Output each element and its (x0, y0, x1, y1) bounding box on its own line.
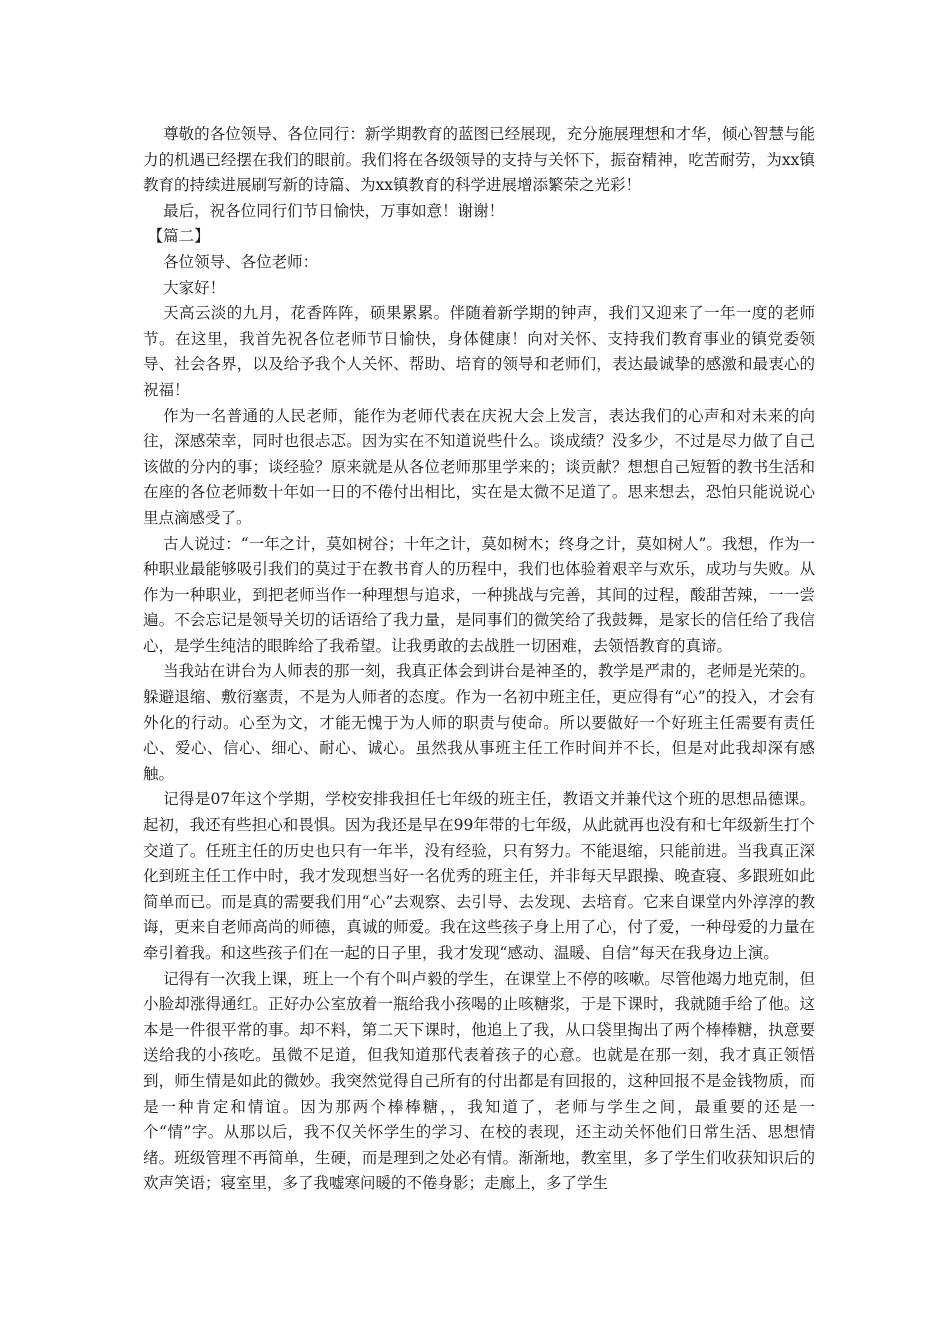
salutation-line: 各位领导、各位老师： (163, 252, 319, 271)
body-paragraph: 记得有一次我上课，班上一个有个叫卢毅的学生，在课堂上不停的咳嗽。尽管他竭力地克制，但小脸却涨得通红。正好办公室放着一瓶给我小孩喝的止咳糖浆，于是下课时，我就随手给了他。这本是一件很平常的事。却不料，第二天下课时，他追上了我，从口袋里掏出了两个棒棒糖，执意要送给我的小孩吃。虽微不足道，但我知道那代表着孩子的心意。也就是在那一刻，我才真正领悟到，师生情是如此的微妙。我突然觉得自己所有的付出都是有回报的，这种回报不是金钱物质，而是一种肯定和情谊。因为那两个棒棒糖，，我知道了，老师与学生之间，最重要的还是一个“情”字。从那以后，我不仅关怀学生的学习、在校的表现，还主动关怀他们日常生活、思想情绪。班级管理不再简单，生硬，而是理到之处必有情。渐渐地，教室里，多了学生们收获知识后的欢声笑语；寝室里，多了我嘘寒问暖的不倦身影；走廊上，多了学生 (143, 969, 815, 1193)
greeting-line: 大家好！ (163, 278, 226, 297)
document-page (143, 122, 815, 1197)
body-paragraph: 作为一名普通的人民老师，能作为老师代表在庆祝大会上发言，表达我们的心声和对未来的向往，深感荣幸，同时也很忐忑。因为实在不知道说些什么。谈成绩？没多少，不过是尽力做了自己该做的分内的事；谈经验？原来就是从各位老师那里学来的；谈贡献？想想自己短暂的教书生活和在座的各位老师数十年如一日的不倦付出相比，实在是太微不足道了。思来想去，恐怕只能说说心里点滴感受了。 (143, 406, 815, 527)
body-paragraph: 记得是07年这个学期，学校安排我担任七年级的班主任，教语文并兼代这个班的思想品德课。起初，我还有些担心和畏惧。因为我还是早在99年带的七年级，从此就再也没有和七年级新生打个交道了。任班主任的历史也只有一年半，没有经验，只有努力。不能退缩，只能前进。当我真正深化到班主任工作中时，我才发现想当好一名优秀的班主任，并非每天早跟操、晚查寝、多跟班如此简单而已。而是真的需要我们用“心”去观察、去引导、去发现、去培育。它来自课堂内外淳淳的教诲，更来自老师高尚的师德，真诚的师爱。我在这些孩子身上用了心，付了爱，一种母爱的力量在牵引着我。和这些孩子们在一起的日子里，我才发现“感动、温暖、自信”每天在我身边上演。 (143, 790, 815, 962)
closing-wishes: 最后，祝各位同行们节日愉快，万事如意！谢谢！ (163, 201, 505, 220)
body-paragraph: 古人说过：“一年之计，莫如树谷；十年之计，莫如树木；终身之计，莫如树人”。我想，作为一种职业最能够吸引我们的莫过于在教书育人的历程中，我们也体验着艰辛与欢乐，成功与失败。从作为一种职业，到把老师当作一种理想与追求，一种挑战与完善，其间的过程，酸甜苦辣，一一尝遍。不会忘记是领导关切的话语给了我力量，是同事们的微笑给了我鼓舞，是家长的信任给了我信心，是学生纯洁的眼眸给了我希望。让我勇敢的去战胜一切困难，去领悟教育的真谛。 (143, 534, 815, 655)
body-paragraph: 当我站在讲台为人师表的那一刻，我真正体会到讲台是神圣的，教学是严肃的，老师是光荣的。躲避退缩、敷衍塞责，不是为人师者的态度。作为一名初中班主任，更应得有“心”的投入，才会有外化的行动。心至为文，才能无愧于为人师的职责与使命。所以要做好一个好班主任需要有责任心、爱心、信心、细心、耐心、诚心。虽然我从事班主任工作时间并不长，但是对此我却深有感触。 (143, 662, 815, 783)
body-paragraph: 天高云淡的九月，花香阵阵，硕果累累。伴随着新学期的钟声，我们又迎来了一年一度的老师节。在这里，我首先祝各位老师节日愉快，身体健康！向对关怀、支持我们教育事业的镇党委领导、社会各界，以及给予我个人关怀、帮助、培育的领导和老师们，表达最诚挚的感激和最衷心的祝福！ (143, 304, 815, 399)
closing-paragraph: 尊敬的各位领导、各位同行：新学期教育的蓝图已经展现，充分施展理想和才华，倾心智慧与能力的机遇已经摆在我们的眼前。我们将在各级领导的支持与关怀下，振奋精神，吃苦耐劳，为xx镇教育的持续进展刷写新的诗篇、为xx镇教育的科学进展增添繁荣之光彩！ (143, 125, 815, 195)
section-heading: 【篇二】 (147, 227, 210, 246)
